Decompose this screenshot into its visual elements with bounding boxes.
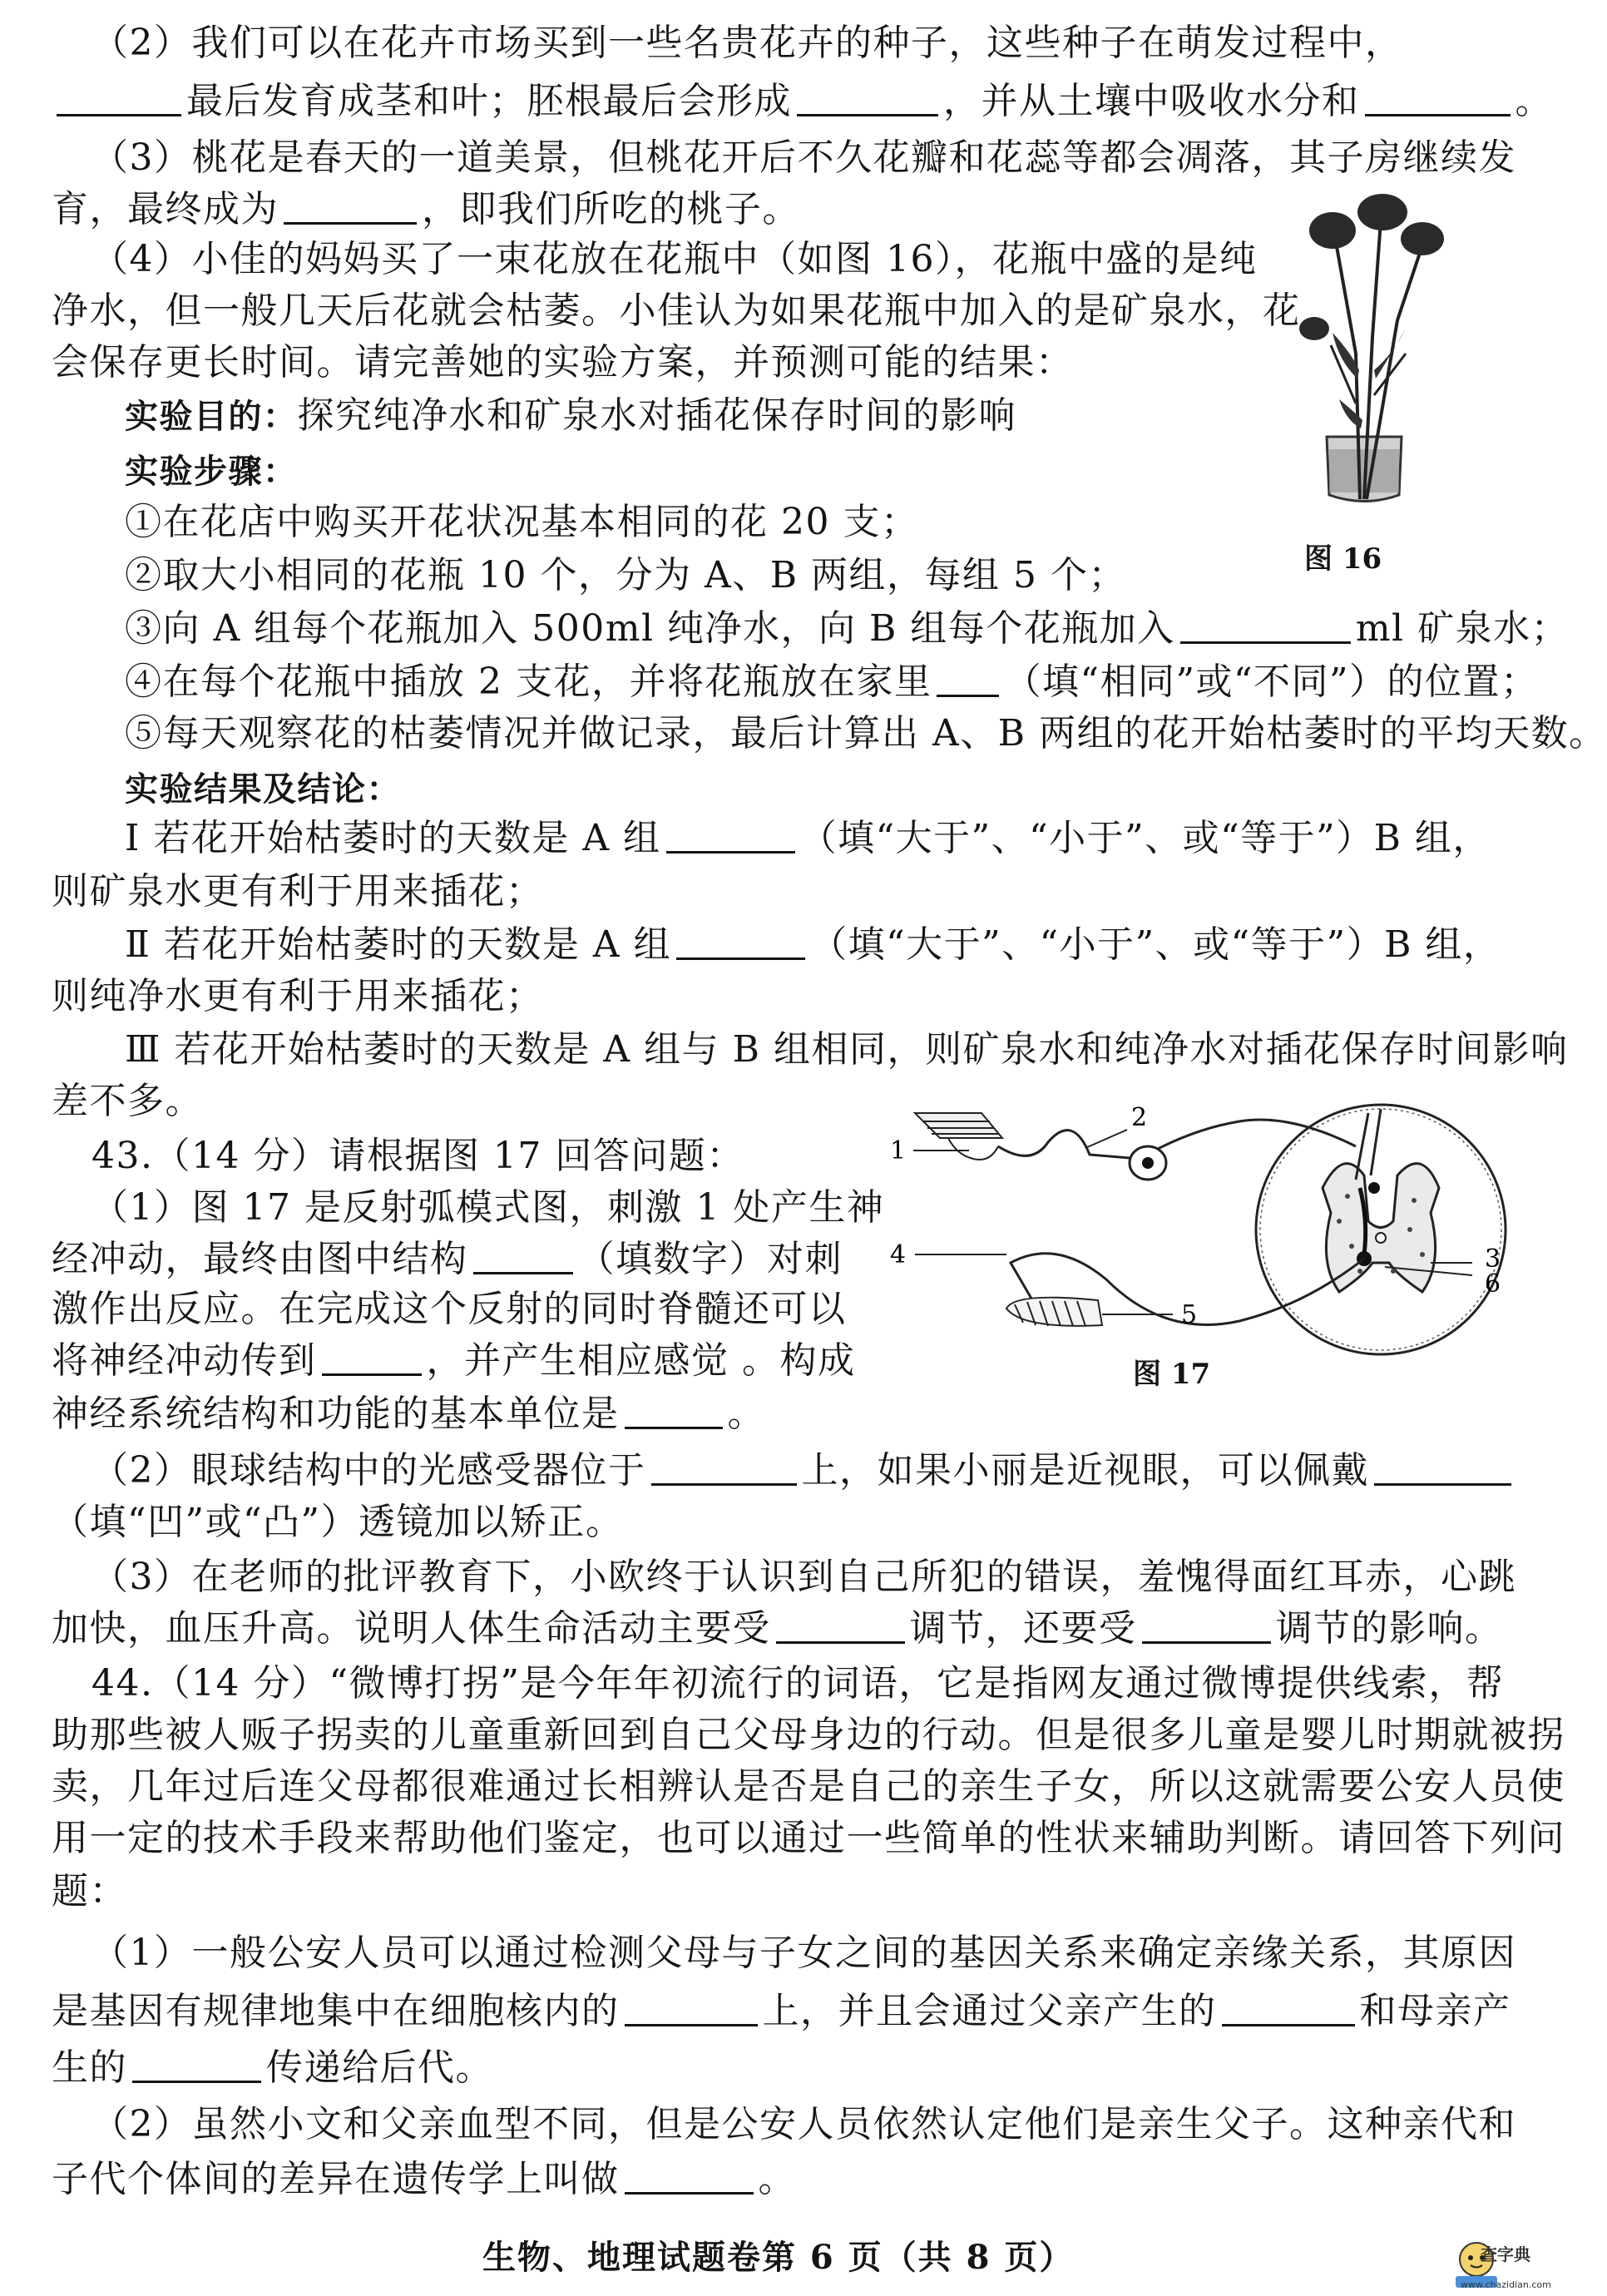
q43-p3-line2: 加快，血压升高。说明人体生命活动主要受 调节，还要受 调节的影响。 <box>52 1607 1503 1650</box>
result-1: Ⅰ 若花开始枯萎时的天数是 A 组 （填“大于”、“小于”、或“等于”）B 组， <box>125 817 1491 859</box>
q44-p2-line2: 子代个体间的差异在遗传学上叫做 。 <box>52 2158 796 2200</box>
logo-url: www.chazidian.com <box>1461 2279 1551 2290</box>
q42-p4-line1: （4）小佳的妈妈买了一束花放在花瓶中（如图 16），花瓶中盛的是纯 <box>91 238 1258 280</box>
result-label: 实验结果及结论： <box>125 770 401 809</box>
q43-p1-line4: 将神经冲动传到 ，并产生相应感觉 。构成 <box>52 1339 856 1382</box>
answer-blank[interactable] <box>666 818 795 854</box>
q44-line1: 44.（14 分）“微博打拐”是今年年初流行的词语，它是指网友通过微博提供线索，帮 <box>91 1662 1505 1705</box>
q42-p4-line2: 净水，但一般几天后花就会枯萎。小佳认为如果花瓶中加入的是矿泉水，花 <box>52 289 1301 332</box>
step-3: ③向 A 组每个花瓶加入 500ml 纯净水，向 B 组每个花瓶加入 ml 矿泉水； <box>125 607 1570 650</box>
q44-line5: 题： <box>52 1870 127 1913</box>
q42-p3-line1: （3）桃花是春天的一道美景，但桃花开后不久花瓣和花蕊等都会凋落，其子房继续发 <box>91 136 1516 179</box>
q42-p2-line2: 最后发育成茎和叶；胚根最后会形成 ，并从土壤中吸收水分和 。 <box>52 77 1553 126</box>
answer-blank[interactable] <box>1374 1450 1511 1486</box>
answer-blank[interactable] <box>1222 1991 1355 2026</box>
label-4: 4 <box>890 1240 907 1269</box>
answer-blank[interactable] <box>1180 608 1351 644</box>
answer-blank[interactable] <box>132 2047 261 2083</box>
answer-blank[interactable] <box>1142 1608 1271 1644</box>
answer-blank[interactable] <box>776 1608 905 1644</box>
page-footer: 生物、地理试题卷第 6 页（共 8 页） <box>482 2238 1075 2277</box>
answer-blank[interactable] <box>651 1450 797 1486</box>
answer-blank[interactable] <box>676 924 805 960</box>
q43-p1-line5: 神经系统结构和功能的基本单位是 。 <box>52 1393 765 1435</box>
q43-title: 43.（14 分）请根据图 17 回答问题： <box>91 1135 744 1177</box>
q44-line3: 卖，几年过后连父母都很难通过长相辨认是否是自己的亲生子女，所以这就需要公安人员使 <box>52 1765 1565 1808</box>
q44-line2: 助那些被人贩子拐卖的儿童重新回到自己父母身边的行动。但是很多儿童是婴儿时期就被拐 <box>52 1714 1565 1756</box>
figure-16-caption: 图 16 <box>1304 542 1382 576</box>
figure-17-caption: 图 17 <box>1133 1358 1211 1391</box>
answer-blank[interactable] <box>57 81 181 116</box>
result-2-conclusion: 则纯净水更有利于用来插花； <box>52 975 544 1017</box>
answer-blank[interactable] <box>625 1991 758 2026</box>
q42-p4-line3: 会保存更长时间。请完善她的实验方案，并预测可能的结果： <box>52 341 1074 383</box>
q44-p1-line1: （1）一般公安人员可以通过检测父母与子女之间的基因关系来确定亲缘关系，其原因 <box>91 1932 1516 1974</box>
experiment-aim: 实验目的：探究纯净水和矿泉水对插花保存时间的影响 <box>125 394 1016 437</box>
q43-p1-line1: （1）图 17 是反射弧模式图，刺激 1 处产生神 <box>91 1186 885 1229</box>
q44-p1-line2: 是基因有规律地集中在细胞核内的 上，并且会通过父亲产生的 和母亲产 <box>52 1990 1511 2032</box>
answer-blank[interactable] <box>322 1340 422 1376</box>
answer-blank[interactable] <box>625 2159 754 2195</box>
q42-p3-line2: 育，最终成为 ，即我们所吃的桃子。 <box>52 188 800 230</box>
label-1: 1 <box>890 1136 907 1165</box>
q42-p2-line1: （2）我们可以在花卉市场买到一些名贵花卉的种子，这些种子在萌发过程中， <box>91 22 1403 64</box>
answer-blank[interactable] <box>473 1239 573 1274</box>
q43-p1-line3: 激作出反应。在完成这个反射的同时脊髓还可以 <box>52 1288 847 1330</box>
q43-p3-line1: （3）在老师的批评教育下，小欧终于认识到自己所犯的错误，羞愧得面红耳赤，心跳 <box>91 1556 1516 1598</box>
step-5: ⑤每天观察花的枯萎情况并做记录，最后计算出 A、B 两组的花开始枯萎时的平均天数。 <box>125 712 1607 755</box>
experiment-steps-label: 实验步骤： <box>125 453 298 491</box>
answer-blank[interactable] <box>284 189 417 225</box>
answer-blank[interactable] <box>937 661 999 697</box>
q43-p2-line2: （填“凹”或“凸”）透镜加以矫正。 <box>52 1501 624 1543</box>
q44-p1-line3: 生的 传递给后代。 <box>52 2046 493 2089</box>
step-2: ②取大小相同的花瓶 10 个，分为 A、B 两组，每组 5 个； <box>125 554 1127 596</box>
q44-p2-line1: （2）虽然小文和父亲血型不同，但是公安人员依然认定他们是亲生父子。这种亲代和 <box>91 2103 1516 2145</box>
label-2: 2 <box>1131 1103 1148 1132</box>
answer-blank[interactable] <box>797 81 938 116</box>
figure-16-flower-vase <box>1281 187 1447 520</box>
result-2: Ⅱ 若花开始枯萎时的天数是 A 组 （填“大于”、“小于”、或“等于”）B 组， <box>125 923 1501 966</box>
label-6: 6 <box>1485 1269 1501 1299</box>
label-3: 3 <box>1485 1244 1501 1274</box>
q43-p2-line1: （2）眼球结构中的光感受器位于 上，如果小丽是近视眼，可以佩戴 <box>91 1446 1516 1496</box>
answer-blank[interactable] <box>625 1393 723 1429</box>
q44-line4: 用一定的技术手段来帮助他们鉴定，也可以通过一些简单的性状来辅助判断。请回答下列问 <box>52 1817 1565 1859</box>
q43-p1-line2: 经冲动，最终由图中结构 （填数字）对刺 <box>52 1238 843 1280</box>
result-1-conclusion: 则矿泉水更有利于用来插花； <box>52 870 544 913</box>
logo-text: 查字典 <box>1481 2244 1530 2264</box>
step-1: ①在花店中购买开花状况基本相同的花 20 支； <box>125 501 919 543</box>
label-5: 5 <box>1181 1300 1198 1329</box>
step-4: ④在每个花瓶中插放 2 支花，并将花瓶放在家里 （填“相同”或“不同”）的位置； <box>125 661 1539 703</box>
result-3: Ⅲ 若花开始枯萎时的天数是 A 组与 B 组相同，则矿泉水和纯净水对插花保存时间影响 <box>125 1028 1569 1071</box>
figure-17-reflex-arc <box>890 1096 1522 1371</box>
result-3-conclusion: 差不多。 <box>52 1080 203 1122</box>
answer-blank[interactable] <box>1365 81 1511 116</box>
